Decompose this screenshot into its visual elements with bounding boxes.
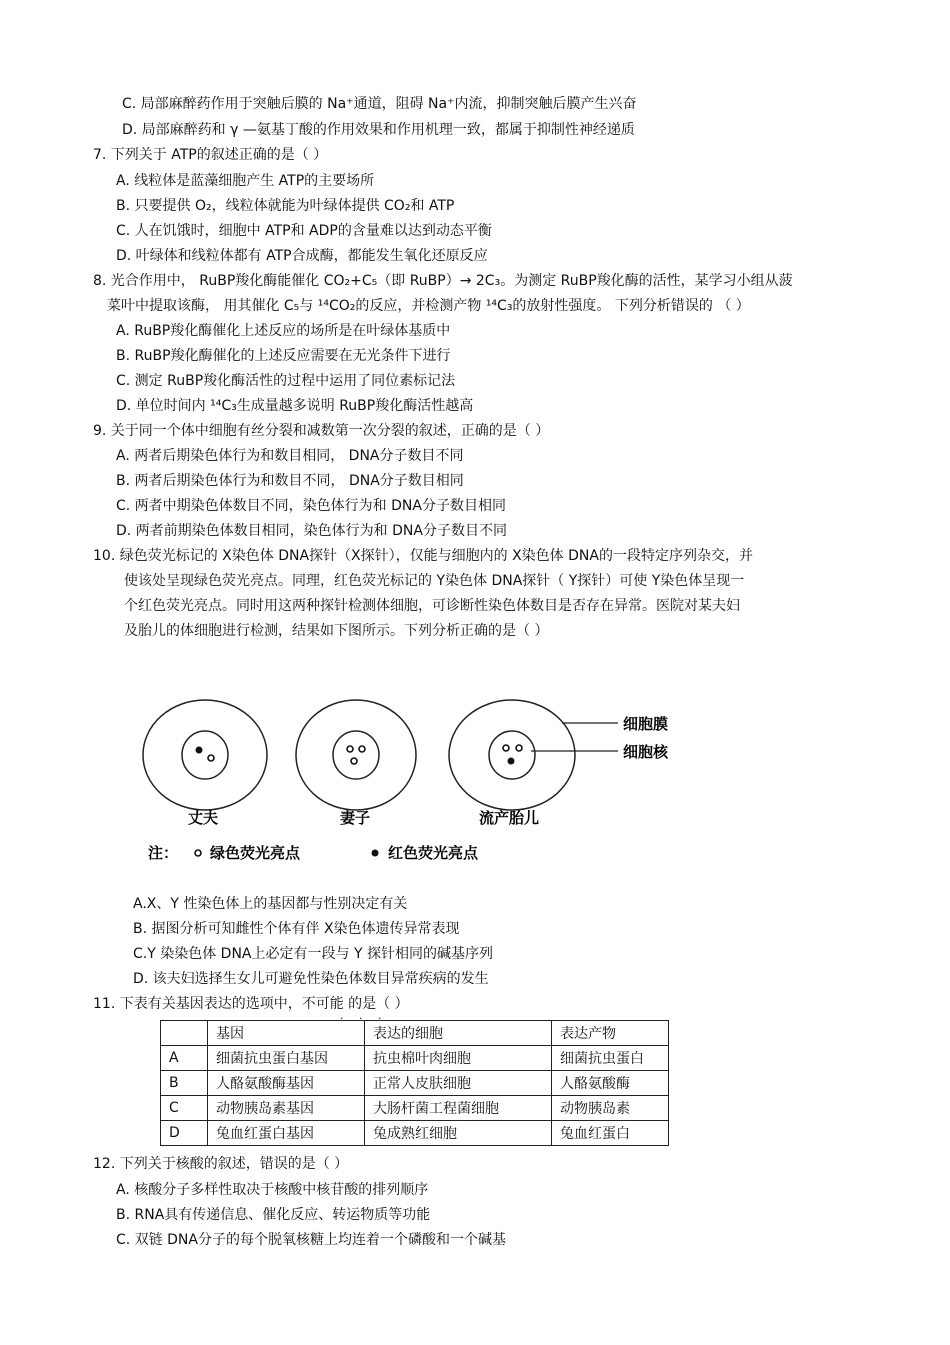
table-row (161, 1096, 669, 1121)
red-dot (196, 747, 203, 754)
table-header-cell: 表达的细胞 (365, 1021, 552, 1046)
green-dot (351, 758, 357, 764)
table-cell: A (161, 1046, 208, 1071)
table-cell: 正常人皮肤细胞 (365, 1071, 552, 1096)
text-line: 7. 下列关于 ATP的叙述正确的是（ ） (93, 147, 328, 163)
text-line: D. 叶绿体和线粒体都有 ATP合成酶，都能发生氧化还原反应 (116, 248, 488, 264)
text-line: C. 局部麻醉药作用于突触后膜的 Na⁺通道，阻碍 Na⁺内流，抑制突触后膜产生兴奋 (122, 96, 637, 112)
table-header-cell (161, 1021, 208, 1046)
text-line: 10. 绿色荧光标记的 X染色体 DNA探针（X探针），仅能与细胞内的 X染色体 DNA的一段特定序列杂交，并 (93, 548, 753, 564)
text-line: B. RNA具有传递信息、催化反应、转运物质等功能 (116, 1207, 431, 1223)
green-dot (359, 746, 365, 752)
text-line: D. 两者前期染色体数目相同，染色体行为和 DNA分子数目不同 (116, 523, 507, 539)
text-line: D. 单位时间内 ¹⁴C₃生成量越多说明 RuBP羧化酶活性越高 (116, 398, 474, 414)
text-line: C.Y 染染色体 DNA上必定有一段与 Y 探针相同的碱基序列 (133, 946, 493, 962)
fetus-nucleus (489, 731, 535, 779)
text-line: 12. 下列关于核酸的叙述，错误的是（ ） (93, 1156, 349, 1172)
text-line: C. 双链 DNA分子的每个脱氧核糖上均连着一个磷酸和一个碱基 (116, 1232, 506, 1248)
green-legend-dot (195, 850, 201, 856)
red-dot (508, 758, 515, 765)
text-line: 使该处呈现绿色荧光亮点。同理，红色荧光标记的 Y染色体 DNA探针（ Y探针）可使 Y染色体呈现一 (124, 573, 745, 589)
green-dot (503, 745, 509, 751)
green-dot (347, 746, 353, 752)
table-row (161, 1046, 669, 1071)
table-cell: 兔成熟红细胞 (365, 1121, 552, 1146)
table-cell: 细菌抗虫蛋白基因 (208, 1046, 365, 1071)
emphasis-dots: · · · (340, 1012, 388, 1025)
text-line: B. RuBP羧化酶催化的上述反应需要在无光条件下进行 (116, 348, 451, 364)
green-dot (516, 745, 522, 751)
wife-label: 妻子 (340, 809, 371, 827)
nucleus-label: 细胞核 (623, 743, 669, 761)
text-line: B. 两者后期染色体行为和数目不同， DNA分子数目相同 (116, 473, 464, 489)
table-cell: 动物胰岛素基因 (208, 1096, 365, 1121)
table-cell: C (161, 1096, 208, 1121)
text-line: D. 该夫妇选择生女儿可避免性染色体数目异常疾病的发生 (133, 971, 489, 987)
fluorescence-figure (130, 690, 690, 870)
wife-nucleus (333, 731, 379, 779)
table-cell: 人酪氨酸酶 (552, 1071, 669, 1096)
husband-label: 丈夫 (188, 809, 219, 827)
green-dot (208, 755, 214, 761)
table-header-row (161, 1021, 669, 1046)
text-line: B. 只要提供 O₂，线粒体就能为叶绿体提供 CO₂和 ATP (116, 198, 455, 214)
table-row (161, 1071, 669, 1096)
note-label: 注： (148, 844, 179, 862)
text-line: 及胎儿的体细胞进行检测，结果如下图所示。下列分析正确的是（ ） (124, 623, 549, 639)
text-line: A. 核酸分子多样性取决于核酸中核苷酸的排列顺序 (116, 1182, 429, 1198)
text-line: C. 人在饥饿时，细胞中 ATP和 ADP的含量难以达到动态平衡 (116, 223, 492, 239)
red-legend-dot (372, 850, 379, 857)
text-line: 11. 下表有关基因表达的选项中，不可能 的是（ ） (93, 996, 409, 1012)
table-cell: B (161, 1071, 208, 1096)
table-cell: 兔血红蛋白 (552, 1121, 669, 1146)
text-line: A. RuBP羧化酶催化上述反应的场所是在叶绿体基质中 (116, 323, 451, 339)
text-line: A.X、Y 性染色体上的基因都与性别决定有关 (133, 896, 408, 912)
table-header-cell: 基因 (208, 1021, 365, 1046)
membrane-label: 细胞膜 (623, 715, 669, 733)
fetus-cell (449, 700, 575, 810)
table-cell: 细菌抗虫蛋白 (552, 1046, 669, 1071)
fetus-label: 流产胎儿 (479, 809, 540, 827)
text-line: C. 测定 RuBP羧化酶活性的过程中运用了同位素标记法 (116, 373, 456, 389)
text-line: 菜叶中提取该酶， 用其催化 C₅与 ¹⁴CO₂的反应，并检测产物 ¹⁴C₃的放射性强度。 下列分析错误的 （ ） (107, 298, 750, 314)
green-legend-label: 绿色荧光亮点 (210, 844, 301, 862)
text-line: 8. 光合作用中， RuBP羧化酶能催化 CO₂+C₅（即 RuBP）→ 2C₃。为测定 RuBP羧化酶的活性，某学习小组从菠 (93, 273, 793, 289)
table-cell: 抗虫棉叶肉细胞 (365, 1046, 552, 1071)
text-line: A. 两者后期染色体行为和数目相同， DNA分子数目不同 (116, 448, 464, 464)
husband-cell (143, 700, 267, 810)
text-line: D. 局部麻醉药和 γ —氨基丁酸的作用效果和作用机理一致，都属于抑制性神经递质 (122, 122, 635, 138)
husband-nucleus (182, 731, 228, 779)
text-line: 个红色荧光亮点。同时用这两种探针检测体细胞，可诊断性染色体数目是否存在异常。医院对某夫妇 (124, 598, 740, 614)
table-cell: 兔血红蛋白基因 (208, 1121, 365, 1146)
text-line: C. 两者中期染色体数目不同，染色体行为和 DNA分子数目相同 (116, 498, 506, 514)
wife-cell (296, 700, 416, 810)
table-header-cell: 表达产物 (552, 1021, 669, 1046)
table-cell: D (161, 1121, 208, 1146)
table-cell: 动物胰岛素 (552, 1096, 669, 1121)
text-line: A. 线粒体是蓝藻细胞产生 ATP的主要场所 (116, 173, 375, 189)
text-line: 9. 关于同一个体中细胞有丝分裂和减数第一次分裂的叙述，正确的是（ ） (93, 423, 550, 439)
table-cell: 大肠杆菌工程菌细胞 (365, 1096, 552, 1121)
red-legend-label: 红色荧光亮点 (388, 844, 479, 862)
gene-expression-table (160, 1020, 669, 1146)
table-cell: 人酪氨酸酶基因 (208, 1071, 365, 1096)
text-line: B. 据图分析可知雌性个体有伴 X染色体遗传异常表现 (133, 921, 460, 937)
table-row (161, 1121, 669, 1146)
